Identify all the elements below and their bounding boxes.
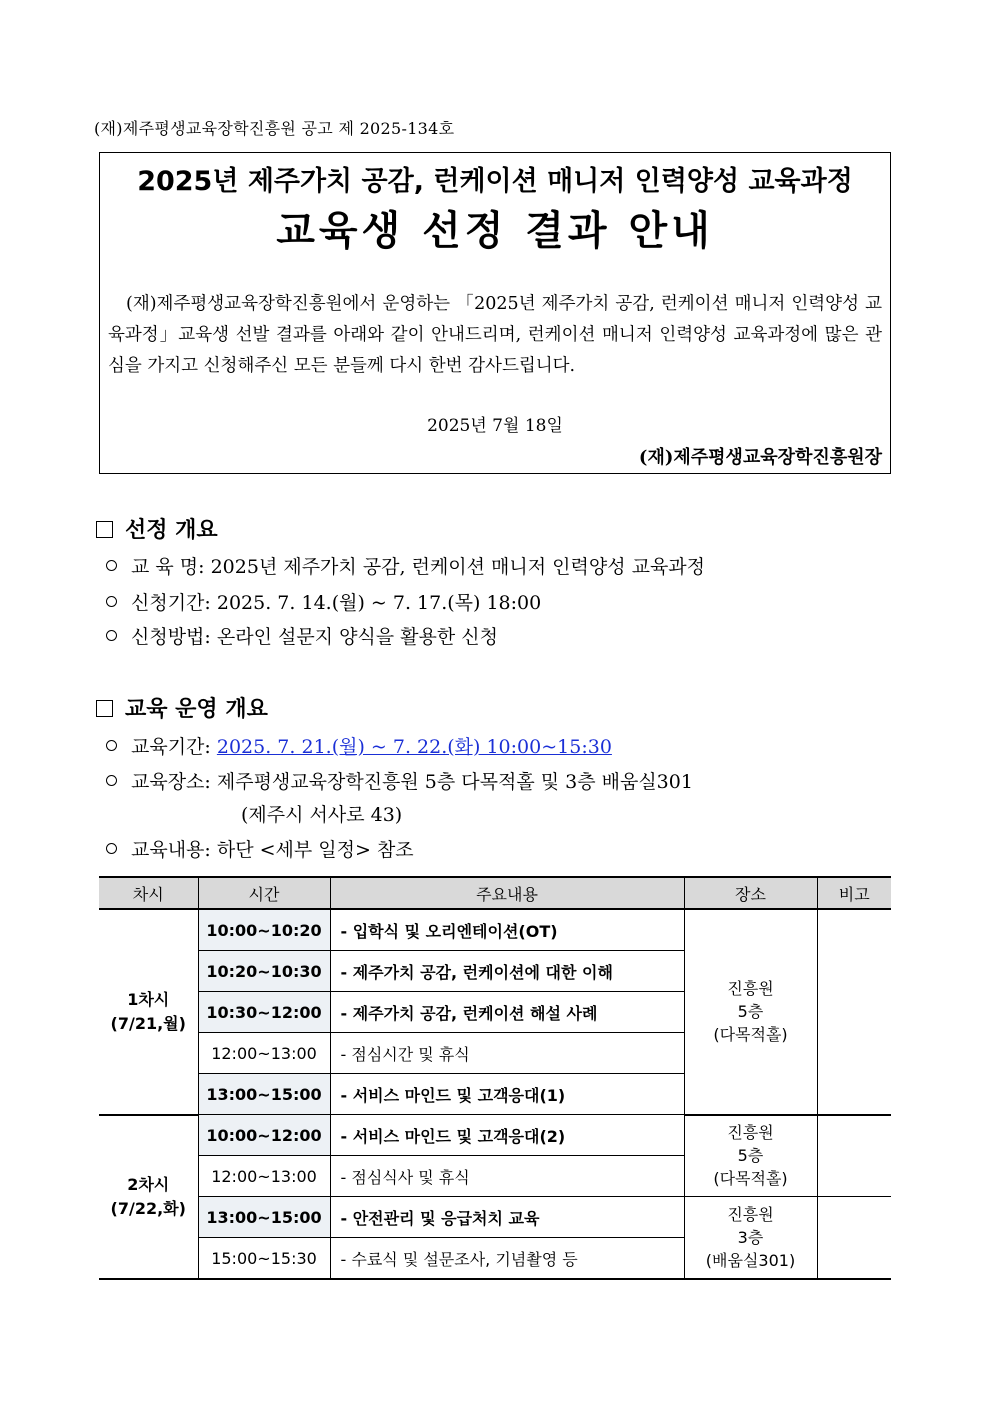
list-item: 교 육 명: 2025년 제주가치 공감, 런케이션 매니저 인력양성 교육과정 [106,552,705,579]
time-cell: 10:30~12:00 [198,992,330,1033]
time-cell: 13:00~15:00 [198,1074,330,1115]
list-item: 교육기간: 2025. 7. 21.(월) ~ 7. 22.(화) 10:00~15:30 [106,732,612,759]
content-cell: - 점심식사 및 휴식 [330,1156,684,1197]
content-cell: - 안전관리 및 응급처치 교육 [330,1197,684,1238]
list-item: 교육장소: 제주평생교육장학진흥원 5층 다목적홀 및 3층 배움실301 [106,767,693,794]
content-cell: - 점심시간 및 휴식 [330,1033,684,1074]
time-cell: 10:20~10:30 [198,951,330,992]
list-item: 교육내용: 하단 <세부 일정> 참조 [106,835,414,862]
header-time: 시간 [198,877,330,909]
time-cell: 13:00~15:00 [198,1197,330,1238]
education-period-link[interactable]: 2025. 7. 21.(월) ~ 7. 22.(화) 10:00~15:30 [216,736,612,758]
circle-bullet-icon [106,775,117,786]
announcement-date: 2025년 7월 18일 [427,416,563,436]
table-row [99,1197,891,1238]
header-note: 비고 [817,877,891,909]
header-session: 차시 [99,877,198,909]
page-title: 2025년 제주가치 공감, 런케이션 매니저 인력양성 교육과정 [137,166,853,197]
page-subtitle: 교육생 선정 결과 안내 [276,208,714,254]
place-cell: 진흥원 3층 (배움실301) [684,1197,817,1280]
content-cell: - 수료식 및 설문조사, 기념촬영 등 [330,1238,684,1280]
place-cell: 진흥원 5층 (다목적홀) [684,1115,817,1197]
content-cell: - 입학식 및 오리엔테이션(OT) [330,909,684,951]
circle-bullet-icon [106,560,117,571]
note-cell [817,1197,891,1280]
circle-bullet-icon [106,596,117,607]
announcement-box [99,152,891,474]
list-item: 신청기간: 2025. 7. 14.(월) ~ 7. 17.(목) 18:00 [106,588,541,615]
section-selection-heading: 선정 개요 [96,513,218,544]
time-cell: 12:00~13:00 [198,1033,330,1074]
time-cell: 10:00~12:00 [198,1115,330,1156]
content-cell: - 제주가치 공감, 런케이션 해설 사례 [330,992,684,1033]
section-operation-heading: 교육 운영 개요 [96,692,268,723]
header-place: 장소 [684,877,817,909]
circle-bullet-icon [106,740,117,751]
notice-number: (재)제주평생교육장학진흥원 공고 제 2025-134호 [94,119,455,138]
content-cell: - 서비스 마인드 및 고객응대(1) [330,1074,684,1115]
intro-paragraph: (재)제주평생교육장학진흥원에서 운영하는 「2025년 제주가치 공감, 런케이션 매니저 인력양성 교육과정」교육생 선발 결과를 아래와 같이 안내드리며, 런케이션 매니저 인력양성 교육과정에 많은 관심을 가지고 신청해주신 모든 분들께 다시 한번 감사드립니다. [108,294,882,376]
content-cell: - 제주가치 공감, 런케이션에 대한 이해 [330,951,684,992]
note-cell [817,1115,891,1197]
circle-bullet-icon [106,630,117,641]
session-1-cell: 1차시 (7/21,월) [99,909,198,1115]
table-header-row [99,877,891,909]
session-2-cell: 2차시 (7/22,화) [99,1115,198,1280]
list-item: 신청방법: 온라인 설문지 양식을 활용한 신청 [106,622,498,649]
table-row [99,909,891,951]
time-cell: 12:00~13:00 [198,1156,330,1197]
header-content: 주요내용 [330,877,684,909]
place-cell: 진흥원 5층 (다목적홀) [684,909,817,1115]
address-line: (제주시 서사로 43) [241,804,403,826]
circle-bullet-icon [106,843,117,854]
table-row [99,1115,891,1156]
square-bullet-icon [96,521,113,538]
schedule-table [99,876,891,1280]
square-bullet-icon [96,700,113,717]
time-cell: 10:00~10:20 [198,909,330,951]
time-cell: 15:00~15:30 [198,1238,330,1280]
issuer-name: (재)제주평생교육장학진흥원장 [638,447,882,468]
note-cell [817,909,891,1115]
content-cell: - 서비스 마인드 및 고객응대(2) [330,1115,684,1156]
